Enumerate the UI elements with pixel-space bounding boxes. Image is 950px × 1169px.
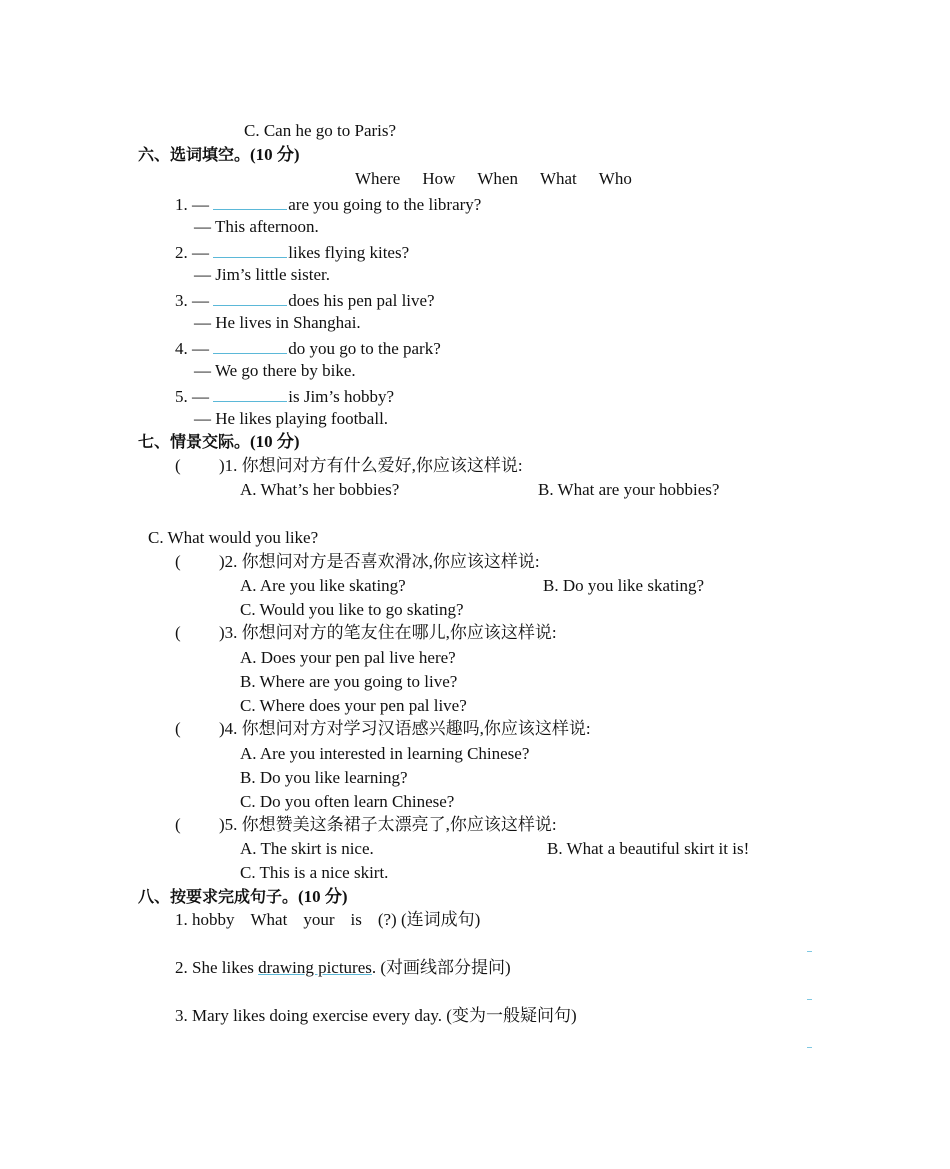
answer-blank[interactable] — [213, 385, 287, 402]
choice-q5 — [175, 815, 557, 835]
section7-points: (10 分) — [250, 432, 300, 451]
item-text: is Jim’s hobby? — [288, 387, 395, 406]
scrambled-word: hobby — [192, 910, 235, 929]
answer-line-mark — [807, 1047, 812, 1048]
q5-option-b: B. What a beautiful skirt it is! — [547, 839, 750, 858]
question-text: )3. 你想问对方的笔友住在哪儿,你应该这样说: — [219, 623, 557, 642]
word-bank-item: Where — [355, 169, 401, 188]
sentence-item-3: 3. Mary likes doing exercise every day. (变为一般疑问句) — [175, 1006, 577, 1025]
choice-q2 — [175, 552, 540, 572]
word-bank-item: When — [477, 169, 518, 188]
q1-option-b: B. What are your hobbies? — [538, 480, 720, 499]
section7-title: 七、情景交际。 — [138, 432, 251, 451]
scrambled-word: is — [350, 910, 362, 929]
item-number: 2. — — [175, 243, 209, 262]
fill-item-3-answer: — He lives in Shanghai. — [194, 313, 361, 332]
q4-option-c: C. Do you often learn Chinese? — [240, 792, 455, 811]
fill-item-3 — [175, 289, 435, 311]
fill-item-4-answer: — We go there by bike. — [194, 361, 356, 380]
answer-paren[interactable]: ( — [175, 552, 181, 571]
prev-option-c: C. Can he go to Paris? — [244, 121, 397, 140]
word-bank-item: What — [539, 169, 577, 188]
sentence-item-1 — [175, 910, 480, 930]
answer-paren[interactable]: ( — [175, 719, 181, 738]
section6-points: (10 分) — [250, 145, 300, 164]
scrambled-word: What — [250, 910, 288, 929]
item-text-post: . (对画线部分提问) — [371, 958, 511, 977]
q5-option-a: A. The skirt is nice. — [240, 839, 374, 858]
answer-blank[interactable] — [213, 241, 287, 258]
answer-line-mark — [807, 951, 812, 952]
fill-item-4 — [175, 337, 441, 359]
fill-item-2 — [175, 241, 409, 263]
word-bank-item: How — [422, 169, 456, 188]
item-number: 1. — [175, 910, 188, 929]
sentence-item-2 — [175, 958, 511, 978]
item-number: 4. — — [175, 339, 209, 358]
answer-blank[interactable] — [213, 337, 287, 354]
q1-option-c: C. What would you like? — [148, 528, 319, 547]
question-text: )2. 你想问对方是否喜欢滑冰,你应该这样说: — [219, 552, 540, 571]
item-text: likes flying kites? — [288, 243, 410, 262]
answer-blank[interactable] — [213, 289, 287, 306]
section7-heading — [138, 432, 300, 452]
word-bank-item: Who — [598, 169, 632, 188]
choice-q1 — [175, 456, 523, 476]
choice-q4 — [175, 719, 591, 739]
fill-item-1 — [175, 193, 481, 215]
q2-option-c: C. Would you like to go skating? — [240, 600, 464, 619]
section8-heading — [138, 887, 348, 907]
choice-q3 — [175, 623, 557, 643]
q3-option-a: A. Does your pen pal live here? — [240, 648, 456, 667]
underlined-phrase: drawing pictures — [258, 958, 372, 977]
answer-paren[interactable]: ( — [175, 815, 181, 834]
item-number: 3. — — [175, 291, 209, 310]
instruction: (连词成句) — [400, 910, 481, 929]
section8-points: (10 分) — [298, 887, 348, 906]
q4-option-b: B. Do you like learning? — [240, 768, 408, 787]
question-text: )5. 你想赞美这条裙子太漂亮了,你应该这样说: — [219, 815, 557, 834]
item-number: 5. — — [175, 387, 209, 406]
fill-item-5-answer: — He likes playing football. — [194, 409, 389, 428]
section8-title: 八、按要求完成句子。 — [138, 887, 299, 906]
answer-line-mark — [807, 999, 812, 1000]
item-text: do you go to the park? — [288, 339, 441, 358]
question-text: )4. 你想问对方对学习汉语感兴趣吗,你应该这样说: — [219, 719, 591, 738]
answer-paren[interactable]: ( — [175, 456, 181, 475]
item-text: are you going to the library? — [288, 195, 482, 214]
item-text-pre: 2. She likes — [175, 958, 259, 977]
item-number: 1. — — [175, 195, 209, 214]
q2-option-b: B. Do you like skating? — [543, 576, 705, 595]
section6-title: 六、选词填空。 — [138, 145, 251, 164]
q3-option-c: C. Where does your pen pal live? — [240, 696, 467, 715]
q2-option-a: A. Are you like skating? — [240, 576, 406, 595]
section6-heading — [138, 145, 300, 165]
scrambled-word: your — [303, 910, 335, 929]
q3-option-b: B. Where are you going to live? — [240, 672, 458, 691]
q4-option-a: A. Are you interested in learning Chinese? — [240, 744, 530, 763]
q5-option-c: C. This is a nice skirt. — [240, 863, 389, 882]
fill-item-1-answer: — This afternoon. — [194, 217, 319, 236]
question-text: )1. 你想问对方有什么爱好,你应该这样说: — [219, 456, 523, 475]
item-text: does his pen pal live? — [288, 291, 435, 310]
word-bank — [355, 169, 654, 189]
answer-blank[interactable] — [213, 193, 287, 210]
q1-option-a: A. What’s her bobbies? — [240, 480, 400, 499]
answer-paren[interactable]: ( — [175, 623, 181, 642]
scrambled-word: (?) — [377, 910, 397, 929]
fill-item-2-answer: — Jim’s little sister. — [194, 265, 331, 284]
fill-item-5 — [175, 385, 394, 407]
